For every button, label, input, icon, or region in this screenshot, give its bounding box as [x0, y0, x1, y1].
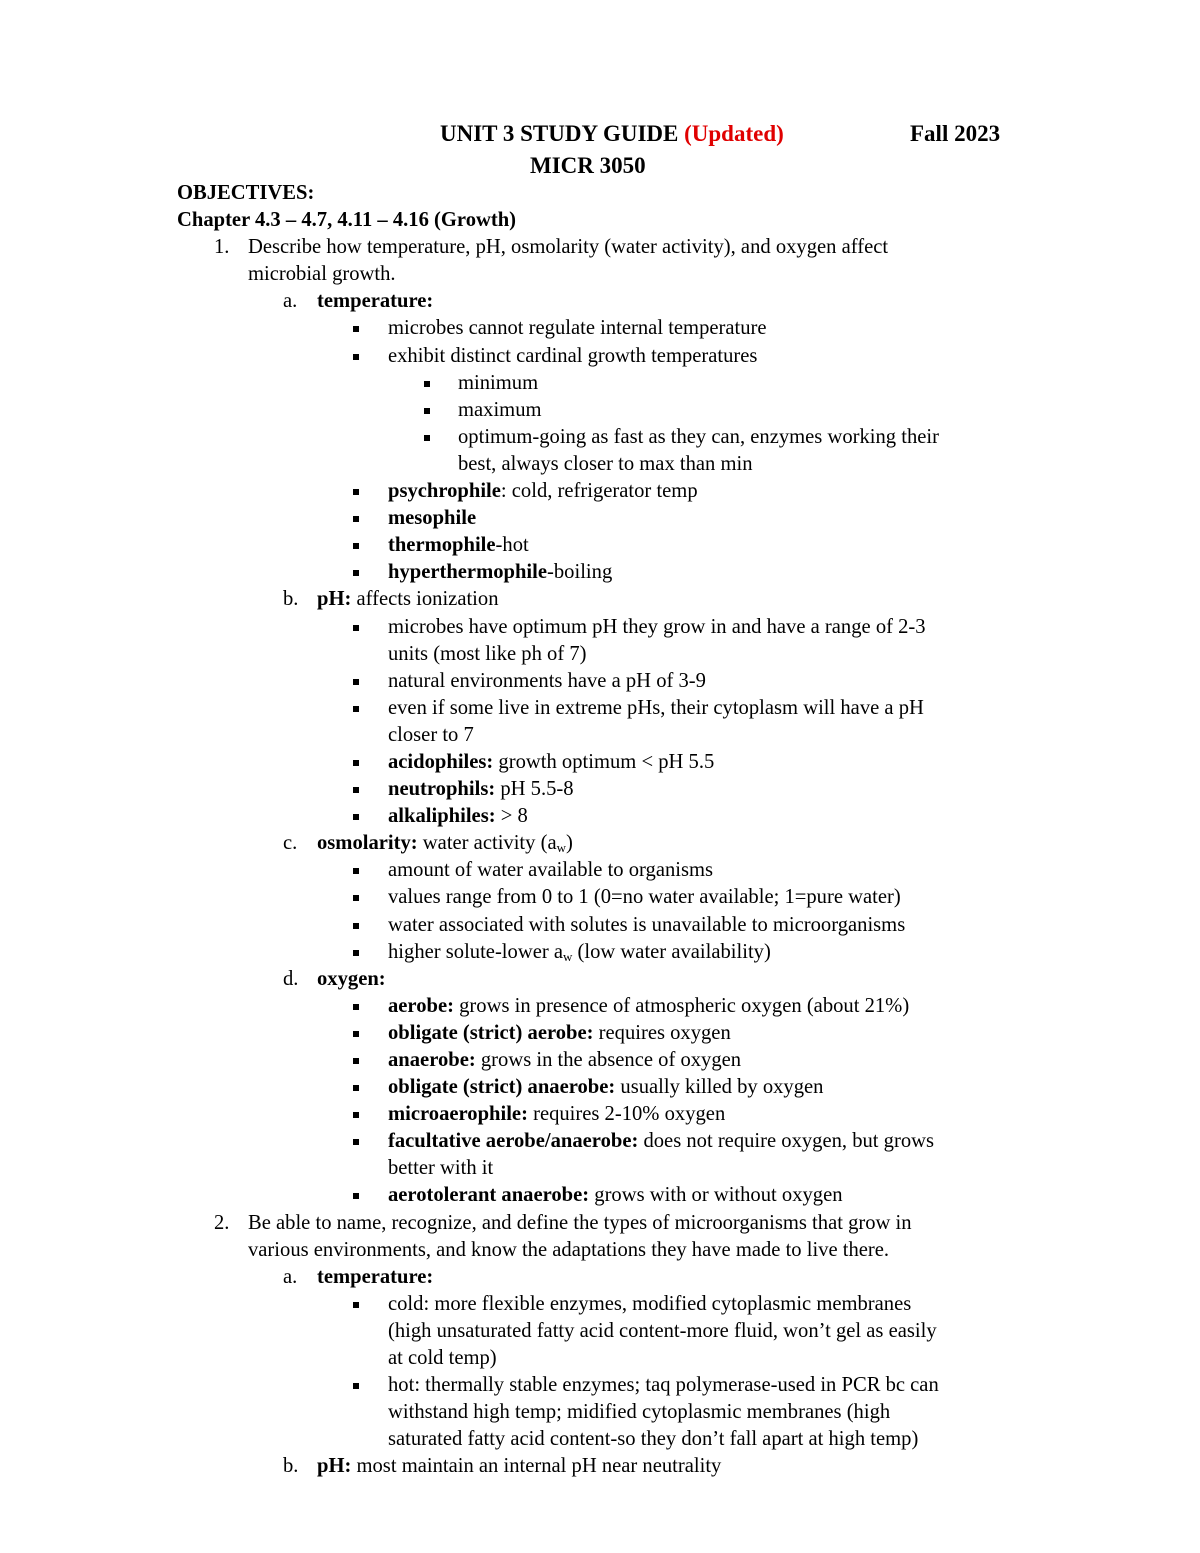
- q1-line1: [177, 234, 1037, 261]
- content: [177, 180, 1037, 1481]
- list-item: facultative aerobe/anaerobe: does not require oxygen, but grows: [388, 1130, 935, 1153]
- q2-line1: 2. Be able to name, recognize, and define the types of microorganisms that grow in: [177, 1210, 1037, 1237]
- list-item-cont: at cold temp): [388, 1347, 497, 1370]
- q2-line2: various environments, and know the adaptations they have made to live there.: [248, 1238, 890, 1261]
- list-item: higher solute-lower $a_w$ (low water availability): [388, 940, 771, 964]
- list-item: neutrophils: pH 5.5-8: [388, 778, 574, 801]
- q1a-letter: a.: [283, 290, 298, 313]
- chapter-heading: Chapter 4.3 – 4.7, 4.11 – 4.16 (Growth): [177, 209, 517, 232]
- list-item: thermophile-hot: [388, 534, 529, 557]
- list-item-cont: units (most like ph of 7): [388, 642, 587, 665]
- list-item: acidophiles: growth optimum < pH 5.5: [388, 750, 715, 773]
- list-item: minimum: [458, 371, 539, 394]
- list-item: microbes have optimum pH they grow in and have a range of 2-3: [388, 615, 926, 638]
- q1a-heading: [177, 288, 1037, 315]
- list-item: hyperthermophile-boiling: [388, 561, 613, 584]
- q1b-heading: b. pH: affects ionization: [283, 588, 499, 611]
- list-item: aerobe: grows in presence of atmospheric oxygen (about 21%): [388, 994, 910, 1017]
- q1c-heading: c. osmolarity: water activity $(a_w)$: [283, 832, 573, 856]
- list-item: microaerophile: requires 2-10% oxygen: [388, 1103, 726, 1126]
- list-item-cont: better with it: [388, 1157, 494, 1180]
- list-item-cont: best, always closer to max than min: [458, 452, 753, 475]
- list-item: obligate (strict) aerobe: requires oxygen: [388, 1021, 731, 1044]
- q1a-label: temperature:: [317, 290, 434, 313]
- list-item-cont: closer to 7: [388, 723, 474, 746]
- title-line: [440, 120, 784, 148]
- list-item: aerotolerant anaerobe: grows with or without oxygen: [388, 1184, 843, 1207]
- q2b-heading: b. pH: most maintain an internal pH near neutrality: [283, 1455, 722, 1478]
- q1d-heading: d. oxygen:: [283, 967, 386, 990]
- q1-line2: [177, 261, 1037, 288]
- q1-number: 1.: [214, 236, 230, 259]
- list-item: mesophile: [388, 507, 477, 530]
- term: Fall 2023: [910, 121, 1001, 146]
- list-item: optimum-going as fast as they can, enzymes working their: [458, 425, 939, 448]
- list-item: maximum: [458, 398, 542, 421]
- list-item-cont: saturated fatty acid content-so they don’t fall apart at high temp): [388, 1428, 919, 1451]
- list-item: even if some live in extreme pHs, their cytoplasm will have a pH: [388, 696, 924, 719]
- title: UNIT 3 STUDY GUIDE: [440, 121, 679, 146]
- list-item: obligate (strict) anaerobe: usually killed by oxygen: [388, 1076, 824, 1099]
- q2-number: 2.: [214, 1211, 230, 1234]
- list-item: hot: thermally stable enzymes; taq polymerase-used in PCR bc can: [388, 1374, 939, 1397]
- list-item: values range from 0 to 1 (0=no water available; 1=pure water): [388, 886, 901, 909]
- list-item: psychrophile: cold, refrigerator temp: [388, 480, 698, 503]
- updated-label: (Updated): [684, 121, 784, 146]
- q2a-heading: a. temperature:: [283, 1265, 434, 1288]
- list-item: alkaliphiles: > 8: [388, 805, 528, 828]
- list-item: cold: more flexible enzymes, modified cytoplasmic membranes: [388, 1292, 912, 1315]
- list-item: natural environments have a pH of 3-9: [388, 669, 706, 692]
- objectives-heading: OBJECTIVES:: [177, 182, 315, 204]
- list-item: amount of water available to organisms: [388, 859, 714, 882]
- list-item-cont: withstand high temp; midified cytoplasmic membranes (high: [388, 1401, 891, 1424]
- q1-text2: microbial growth.: [248, 263, 396, 286]
- list-item-cont: (high unsaturated fatty acid content-more fluid, won’t gel as easily: [388, 1319, 937, 1342]
- course-code: MICR 3050: [530, 153, 646, 178]
- list-item: anaerobe: grows in the absence of oxygen: [388, 1049, 742, 1071]
- list-item: microbes cannot regulate internal temperature: [388, 317, 767, 340]
- list-item: water associated with solutes is unavailable to microorganisms: [388, 913, 906, 936]
- list-item: exhibit distinct cardinal growth temperatures: [388, 344, 758, 367]
- q1-text1: Describe how temperature, pH, osmolarity (water activity), and oxygen affect: [248, 236, 889, 259]
